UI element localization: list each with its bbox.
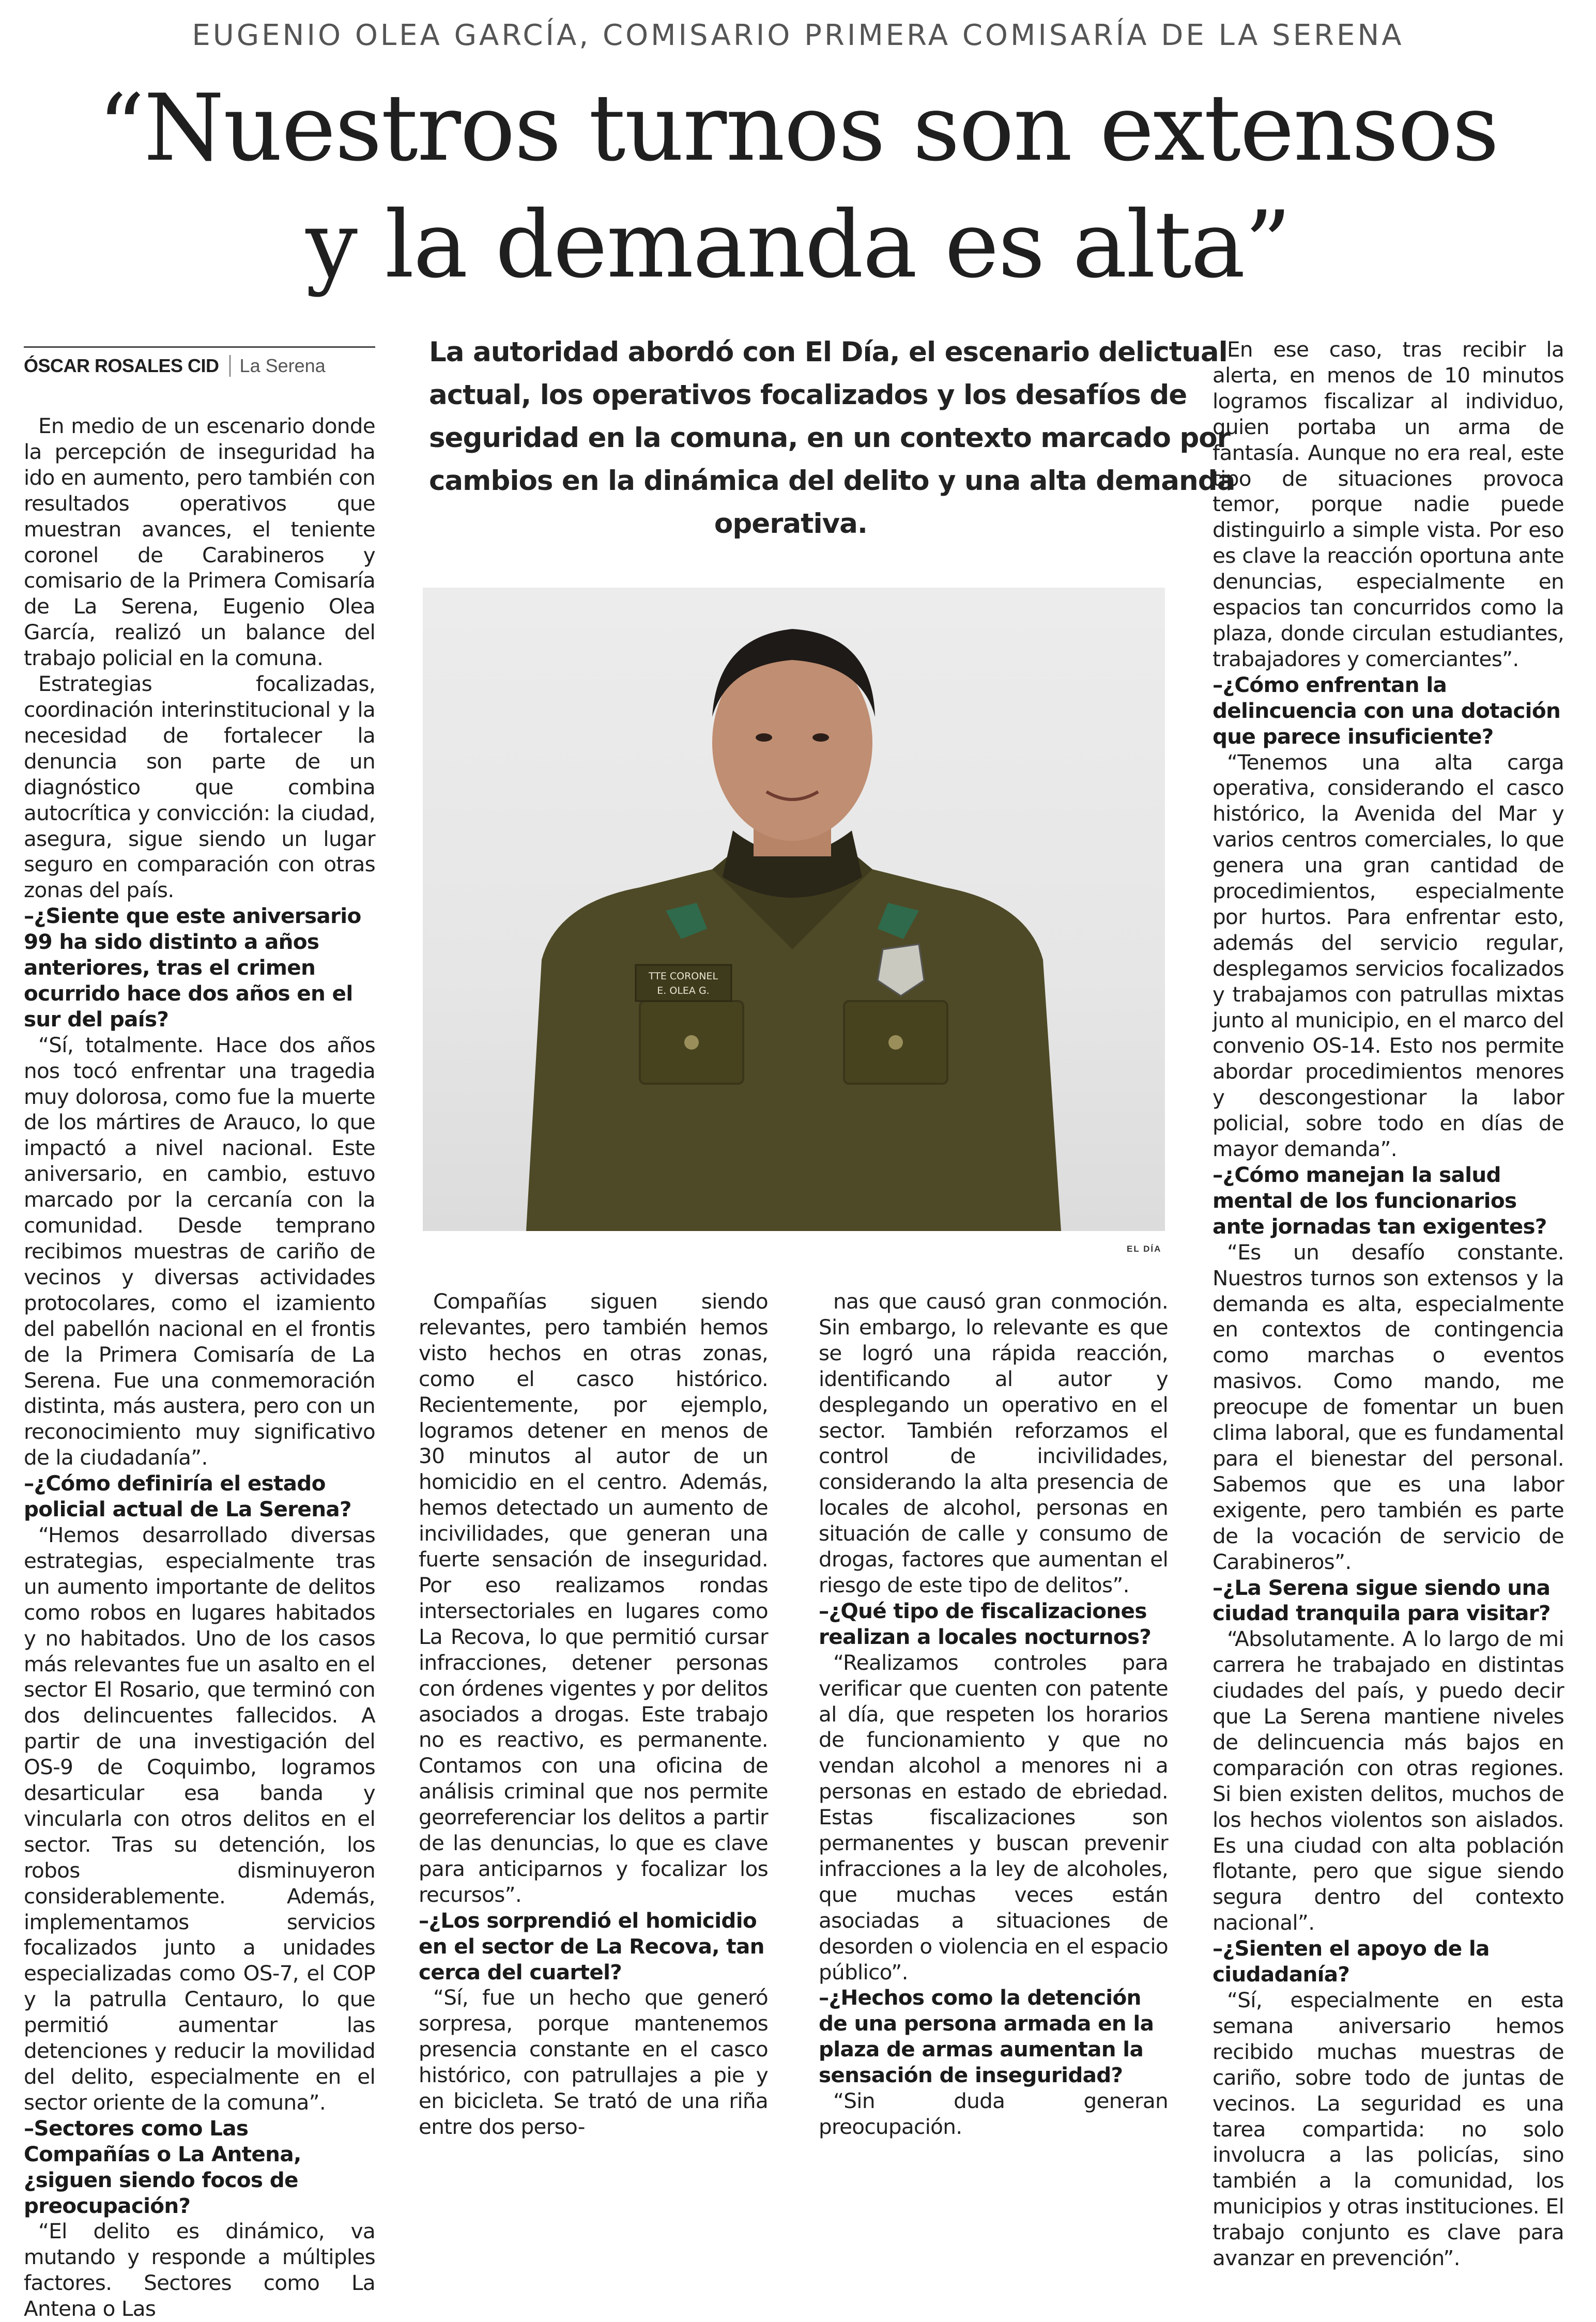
answer: “Sí, especialmente en esta semana aniversario hemos recibido muchas muestras de cariño, sobre todo de juntas de vecinos. La seguridad es una tarea compartida: no solo involucra a las policías, sino también a la comunidad, los municipios y otras instituciones. El trabajo conjunto es clave para avanzar en prevención”. [1213,1988,1564,2271]
answer: “Sí, totalmente. Hace dos años nos tocó enfrentar una tragedia muy dolorosa, como fue la muerte de los mártires de Arauco, lo que impactó a nivel nacional. Este aniversario, en cambio, estuvo marcado por la cercanía con la comunidad. Desde temprano recibimos muestras de cariño de vecinos y diversas actividades protocolares, como el izamiento del pabellón nacional en el frontis de la Primera Comisaría de La Serena. Fue una conmemoración distinta, más austera, pero con un reconocimiento muy significativo de la ciudadanía”. [24,1032,375,1470]
answer: “Es un desafío constante. Nuestros turnos son extensos y la demanda es alta, especialmente en contextos de contingencia como marchas o eventos masivos. Como mando, me preocupe de fomentar un buen clima laboral, que es fundamental para el bienestar del personal. Sabemos que es una labor exigente, pero también es parte de la vocación de servicio de Carabineros”. [1213,1239,1564,1574]
deck-line: cambios en la dinámica del delito y una alta demanda [429,465,1235,497]
answer: “El delito es dinámico, va mutando y responde a múltiples factores. Sectores como La Antena o Las [24,2219,375,2321]
question: –¿Qué tipo de fiscalizaciones realizan a locales nocturnos? [819,1598,1152,1649]
answer: “Sí, fue un hecho que generó sorpresa, porque mantenemos presencia constante en el casco histórico, con patrullajes a pie y en bicicleta. Se trató de una riña entre dos perso- [419,1985,768,2139]
headline-line-1: “Nuestros turnos son extensos [98,74,1498,181]
article-headline [31,70,1565,303]
byline-location: La Serena [239,355,326,376]
headline-line-2: y la demanda es alta” [305,191,1291,298]
question: –¿Los sorprendió el homicidio en el sector de La Recova, tan cerca del cuartel? [419,1908,764,1985]
column-2 [419,1289,768,2140]
answer: “Realizamos controles para verificar que cuenten con patente al día, que respeten los horarios de funcionamiento y que no vendan alcohol a menores ni a personas en estado de ebriedad. Estas fiscalizaciones son permanentes y buscan prevenir infracciones a la ley de alcoholes, que muchas veces están asociadas a situaciones de desorden o violencia en el espacio público”. [819,1650,1168,1985]
deck-line: actual, los operativos focalizados y los desafíos de [429,379,1187,411]
portrait-photo [423,588,1165,1231]
paragraph: Estrategias focalizadas, coordinación interinstitucional y la necesidad de fortalecer la denuncia son parte de un diagnóstico que combina autocrítica y convicción: la ciudad, asegura, sigue siendo un lugar seguro en comparación con otras zonas del país. [24,671,375,903]
answer: nas que causó gran conmoción. Sin embargo, lo relevante es que se logró una rápida reacción, identificando al autor y desplegando un operativo en el sector. También reforzamos el control de incivilidades, considerando la alta presencia de locales de alcohol, personas en situación de calle y consumo de drogas, factores que aumentan el riesgo de este tipo de delitos”. [819,1289,1168,1597]
deck-line: operativa. [714,508,868,540]
answer: “Absolutamente. A lo largo de mi carrera he trabajado en distintas ciudades del país, y puedo decir que La Serena mantiene niveles de delincuencia más bajos en comparación con otras regiones. Si bien existen delitos, muchos de los hechos violentos son aislados. Es una ciudad con alta población flotante, pero que sigue siendo segura dentro del contexto nacional”. [1213,1626,1564,1935]
answer: “Tenemos una alta carga operativa, considerando el casco histórico, la Avenida del Mar y varios centros comerciales, lo que genera una gran cantidad de procedimientos, especialmente por hurtos. Para enfrentar esto, además del servicio regular, desplegamos servicios focalizados y trabajamos con patrullas mixtas junto al municipio, en el marco del convenio OS-14. Esto nos permite abordar procedimientos menores y descongestionar la labor policial, sobre todo en días de mayor demanda”. [1213,749,1564,1162]
portrait-illustration [423,588,1165,1231]
question: –¿La Serena sigue siendo una ciudad tranquila para visitar? [1213,1575,1551,1626]
column-3 [819,1289,1168,2140]
article-deck [429,331,1235,545]
byline-author: ÓSCAR ROSALES CID [24,355,219,376]
column-4 [1213,337,1564,2271]
answer: “Sin duda generan preocupación. [819,2088,1168,2139]
question: –¿Cómo manejan la salud mental de los funcionarios ante jornadas tan exigentes? [1213,1162,1547,1239]
name-tag-line-1: TTE CORONEL [648,971,718,982]
column-1 [24,413,375,2322]
byline [24,346,375,384]
name-tag-line-2: E. OLEA G. [657,985,710,996]
question: –¿Cómo definiría el estado policial actual de La Serena? [24,1471,351,1522]
question: –¿Sienten el apoyo de la ciudadanía? [1213,1936,1490,1987]
question: –¿Siente que este aniversario 99 ha sido distinto a años anteriores, tras el crimen ocurrido hace dos años en el sur del país? [24,903,361,1032]
answer: En ese caso, tras recibir la alerta, en menos de 10 minutos logramos fiscalizar al individuo, quien portaba un arma de fantasía. Aunque no era real, este tipo de situaciones provoca temor, porque nadie puede distinguirlo a simple vista. Por eso es clave la reacción oportuna ante denuncias, especialmente en espacios tan concurridos como la plaza, donde circulan estudiantes, trabajadores y comerciantes”. [1213,337,1564,671]
deck-line: La autoridad abordó con El Día, el escenario delictual [429,336,1227,368]
question: –Sectores como Las Compañías o La Antena, ¿siguen siendo focos de preocupación? [24,2115,301,2218]
deck-line: seguridad en la comuna, en un contexto marcado por [429,422,1230,454]
article-kicker: EUGENIO OLEA GARCÍA, COMISARIO PRIMERA COMISARÍA DE LA SERENA [192,19,1404,52]
question: –¿Hechos como la detención de una persona armada en la plaza de armas aumentan la sensación de inseguridad? [819,1985,1154,2088]
paragraph: En medio de un escenario donde la percepción de inseguridad ha ido en aumento, pero también con resultados operativos que muestran avances, el teniente coronel de Carabineros y comisario de la Primera Comisaría de La Serena, Eugenio Olea García, realizó un balance del trabajo policial en la comuna. [24,413,375,671]
photo-credit: EL DÍA [1127,1244,1162,1254]
answer: Compañías siguen siendo relevantes, pero también hemos visto hechos en otras zonas, como el casco histórico. Recientemente, por ejemplo, logramos detener en menos de 30 minutos al autor de un homicidio en el centro. Además, hemos detectado un aumento de incivilidades, que generan una fuerte sensación de inseguridad. Por eso realizamos rondas intersectoriales en lugares como La Recova, lo que permitió cursar infracciones, detener personas con órdenes vigentes y por delitos asociados a drogas. Este trabajo no es reactivo, es permanente. Contamos con una oficina de análisis criminal que nos permite georreferenciar los delitos a partir de las denuncias, lo que es clave para anticiparnos y focalizar los recursos”. [419,1289,768,1907]
answer: “Hemos desarrollado diversas estrategias, especialmente tras un aumento importante de delitos como robos en lugares habitados y no habitados. Uno de los casos más relevantes fue un asalto en el sector El Rosario, que terminó con dos delincuentes fallecidos. A partir de una investigación del OS-9 de Coquimbo, logramos desarticular esa banda y vincularla con otros delitos en el sector. Tras su detención, los robos disminuyeron considerablemente. Además, implementamos servicios focalizados junto a unidades especializadas como OS-7, el COP y la patrulla Centauro, lo que permitió aumentar las detenciones y reducir la movilidad del delito, especialmente en el sector oriente de la comuna”. [24,1522,375,2115]
question: –¿Cómo enfrentan la delincuencia con una dotación que parece insuficiente? [1213,672,1561,749]
byline-divider [229,355,231,377]
